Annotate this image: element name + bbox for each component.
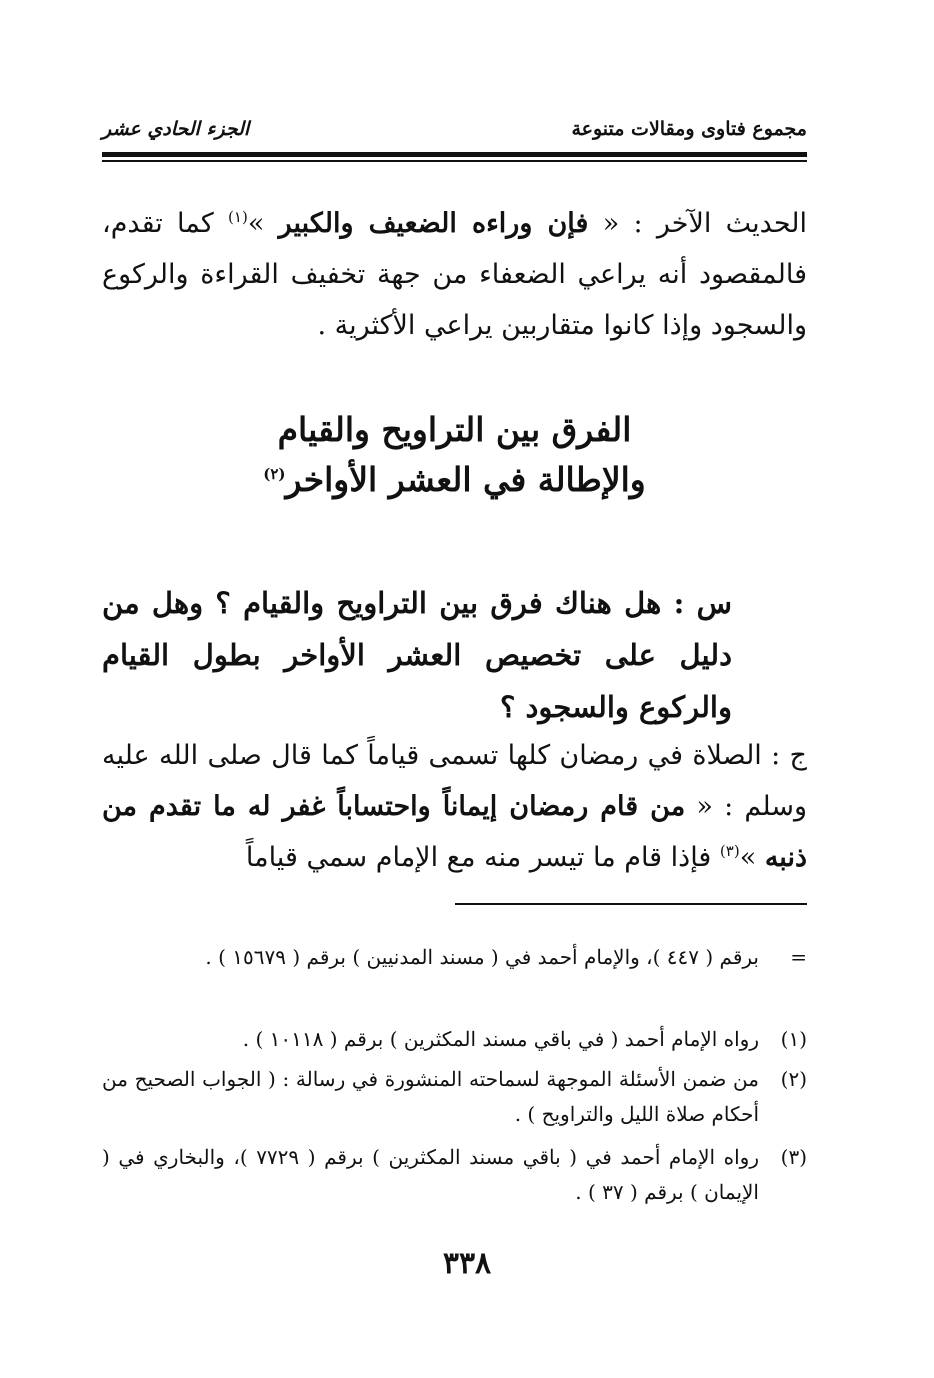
footnote-separator bbox=[455, 903, 807, 905]
hadith-quote: فإن وراءه الضعيف والكبير bbox=[278, 208, 589, 239]
footnote-text: رواه الإمام أحمد في ( باقي مسند المكثرين ) برقم ( ٧٧٢٩ )، والبخاري في ( الإيمان ) برقم ( ٣٧ ) . bbox=[102, 1145, 759, 1204]
footnote-text: من ضمن الأسئلة الموجهة لسماحته المنشورة في رسالة : ( الجواب الصحيح من أحكام صلاة الليل والتراويح ) . bbox=[102, 1067, 759, 1126]
footnote-number: (٢) bbox=[780, 1067, 807, 1091]
continuation-marker: = bbox=[790, 945, 807, 969]
footnote-number: (٣) bbox=[780, 1145, 807, 1169]
intro-start: الحديث الآخر : « bbox=[602, 208, 807, 239]
footnote-ref-3: (٣) bbox=[719, 842, 740, 860]
footnote-number: (١) bbox=[780, 1027, 807, 1051]
intro-close: » bbox=[247, 208, 265, 239]
answer-start: ج : الصلاة في رمضان كلها تسمى قياماً كما قال صلى الله عليه وسلم : « bbox=[102, 740, 807, 822]
header-rule-thick bbox=[102, 152, 807, 157]
answer-close: » bbox=[739, 842, 757, 873]
book-title: مجموع فتاوى ومقالات متنوعة bbox=[571, 118, 807, 140]
footnote-ref-2: (٢) bbox=[263, 465, 286, 483]
answer-paragraph bbox=[102, 730, 807, 883]
volume-label: الجزء الحادي عشر bbox=[102, 118, 250, 140]
footnote-1 bbox=[102, 1022, 807, 1057]
answer-hadith-quote: من قام رمضان إيماناً واحتساباً غفر له ما تقدم من ذنبه bbox=[102, 791, 807, 873]
intro-paragraph bbox=[102, 198, 807, 351]
footnote-ref-1: (١) bbox=[228, 208, 248, 226]
section-title-line-2: والإطالة في العشر الأواخر$^{(٢)}$ bbox=[263, 460, 646, 499]
running-header bbox=[102, 118, 807, 150]
footnote-2 bbox=[102, 1062, 807, 1132]
footnote-text: رواه الإمام أحمد ( في باقي مسند المكثرين ) برقم ( ١٠١١٨ ) . bbox=[242, 1027, 759, 1051]
section-title bbox=[102, 405, 807, 505]
intro-end: كما تقدم، فالمقصود أنه يراعي الضعفاء من جهة تخفيف القراءة والركوع والسجود وإذا كانوا متقاربين يراعي الأكثرية . bbox=[102, 208, 807, 341]
header-rule-thin bbox=[102, 160, 807, 162]
answer-end: فإذا قام ما تيسر منه مع الإمام سمي قياماً bbox=[245, 842, 712, 873]
page-number: ٣٣٨ bbox=[442, 1246, 492, 1281]
footnote-continuation bbox=[102, 940, 807, 975]
question-paragraph: س : هل هناك فرق بين التراويح والقيام ؟ وهل من دليل على تخصيص العشر الأواخر بطول القيام والركوع والسجود ؟ bbox=[102, 586, 732, 724]
footnote-3 bbox=[102, 1140, 807, 1210]
section-title-line-1: الفرق بين التراويح والقيام bbox=[277, 410, 632, 449]
footnote-continuation-text: برقم ( ٤٤٧ )، والإمام أحمد في ( مسند المدنيين ) برقم ( ١٥٦٧٩ ) . bbox=[205, 945, 759, 969]
